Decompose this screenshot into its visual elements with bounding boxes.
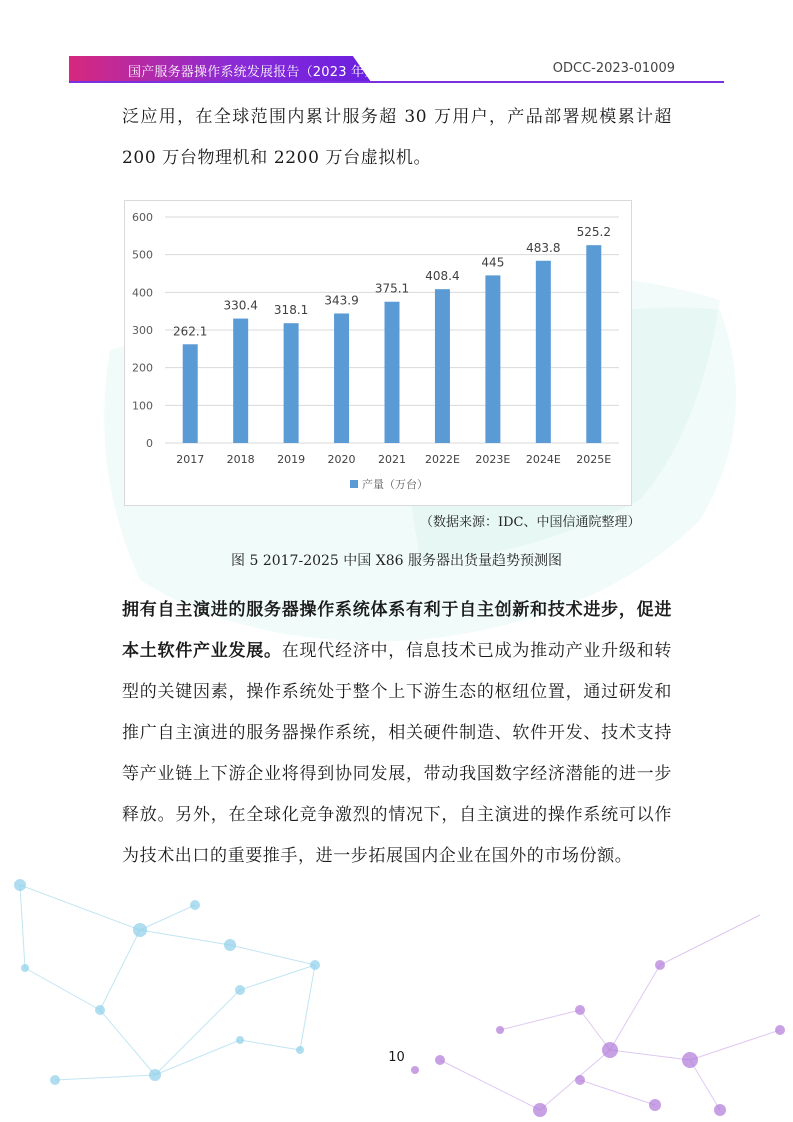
- data-label: 375.1: [374, 281, 410, 296]
- bar: [284, 323, 299, 443]
- data-source: （数据来源：IDC、中国信通院整理）: [420, 515, 641, 530]
- x-tick-label: 2025E: [576, 453, 612, 466]
- report-title: 国产服务器操作系统发展报告（2023 年）: [128, 65, 378, 80]
- x-tick-label: 2023E: [475, 453, 511, 466]
- x-tick-label: 2020: [327, 453, 356, 466]
- page-number: 10: [388, 1050, 405, 1065]
- legend-swatch: [350, 480, 358, 488]
- data-label: 262.1: [173, 324, 208, 339]
- y-tick-label: 200: [132, 361, 153, 375]
- data-label: 525.2: [576, 225, 611, 240]
- y-tick-label: 0: [146, 437, 153, 450]
- bar: [536, 261, 551, 443]
- y-tick-label: 600: [132, 211, 153, 224]
- legend-label: 产量（万台）: [362, 478, 428, 491]
- bar: [334, 313, 349, 443]
- body-text: 在现代经济中，信息技术已成为推动产业升级和转型的关键因素，操作系统处于整个上下游生态的枢纽位置，通过研发和推广自主演进的服务器操作系统，相关硬件制造、软件开发、技术支持等产业链上下游企业将得到协同发展，带动我国数字经济潜能的进一步释放。另外，在全球化竞争激烈的情况下，自主演进的操作系统可以作为技术出口的重要推手，进一步拓展国内企业在国外的市场份额。: [122, 641, 672, 866]
- document-code: ODCC-2023-01009: [552, 61, 675, 76]
- bold-lead-sentence: 拥有自主演进的服务器操作系统体系有利于自主创新和技术进步，促进本土软件产业发展。: [122, 600, 672, 661]
- bar: [385, 302, 400, 443]
- chart-bars: [183, 245, 602, 443]
- x-tick-label: 2017: [176, 453, 205, 466]
- x-tick-label: 2018: [226, 453, 255, 466]
- x-tick-label: 2019: [277, 453, 306, 466]
- bar: [485, 275, 500, 443]
- header-divider: [69, 81, 724, 83]
- data-label: 330.4: [223, 298, 258, 313]
- y-tick-label: 400: [132, 286, 153, 300]
- bar: [183, 344, 198, 443]
- y-axis-ticks: [132, 211, 153, 450]
- y-tick-label: 500: [132, 248, 153, 262]
- bar-chart: [125, 201, 631, 505]
- x-tick-label: 2022E: [424, 453, 460, 466]
- x-axis-ticks: [176, 453, 611, 466]
- x-tick-label: 2021: [378, 453, 406, 466]
- bar: [233, 319, 248, 443]
- data-label: 483.8: [526, 240, 561, 255]
- bar: [435, 289, 450, 443]
- data-label: 343.9: [324, 293, 359, 308]
- x-tick-label: 2024E: [525, 453, 561, 466]
- data-label: 318.1: [273, 303, 309, 318]
- figure-caption: 图 5 2017-2025 中国 X86 服务器出货量趋势预测图: [231, 553, 562, 569]
- y-tick-label: 100: [132, 399, 153, 413]
- bar: [586, 245, 601, 443]
- intro-paragraph: 泛应用，在全球范围内累计服务超 30 万用户，产品部署规模累计超 200 万台物理机和 2200 万台虚拟机。: [122, 107, 672, 168]
- y-tick-label: 300: [132, 324, 153, 337]
- data-label: 408.4: [425, 269, 460, 284]
- chart-legend: [350, 477, 428, 491]
- body-paragraph: [122, 590, 672, 877]
- data-label: 445: [481, 255, 505, 270]
- chart-container: [124, 200, 632, 506]
